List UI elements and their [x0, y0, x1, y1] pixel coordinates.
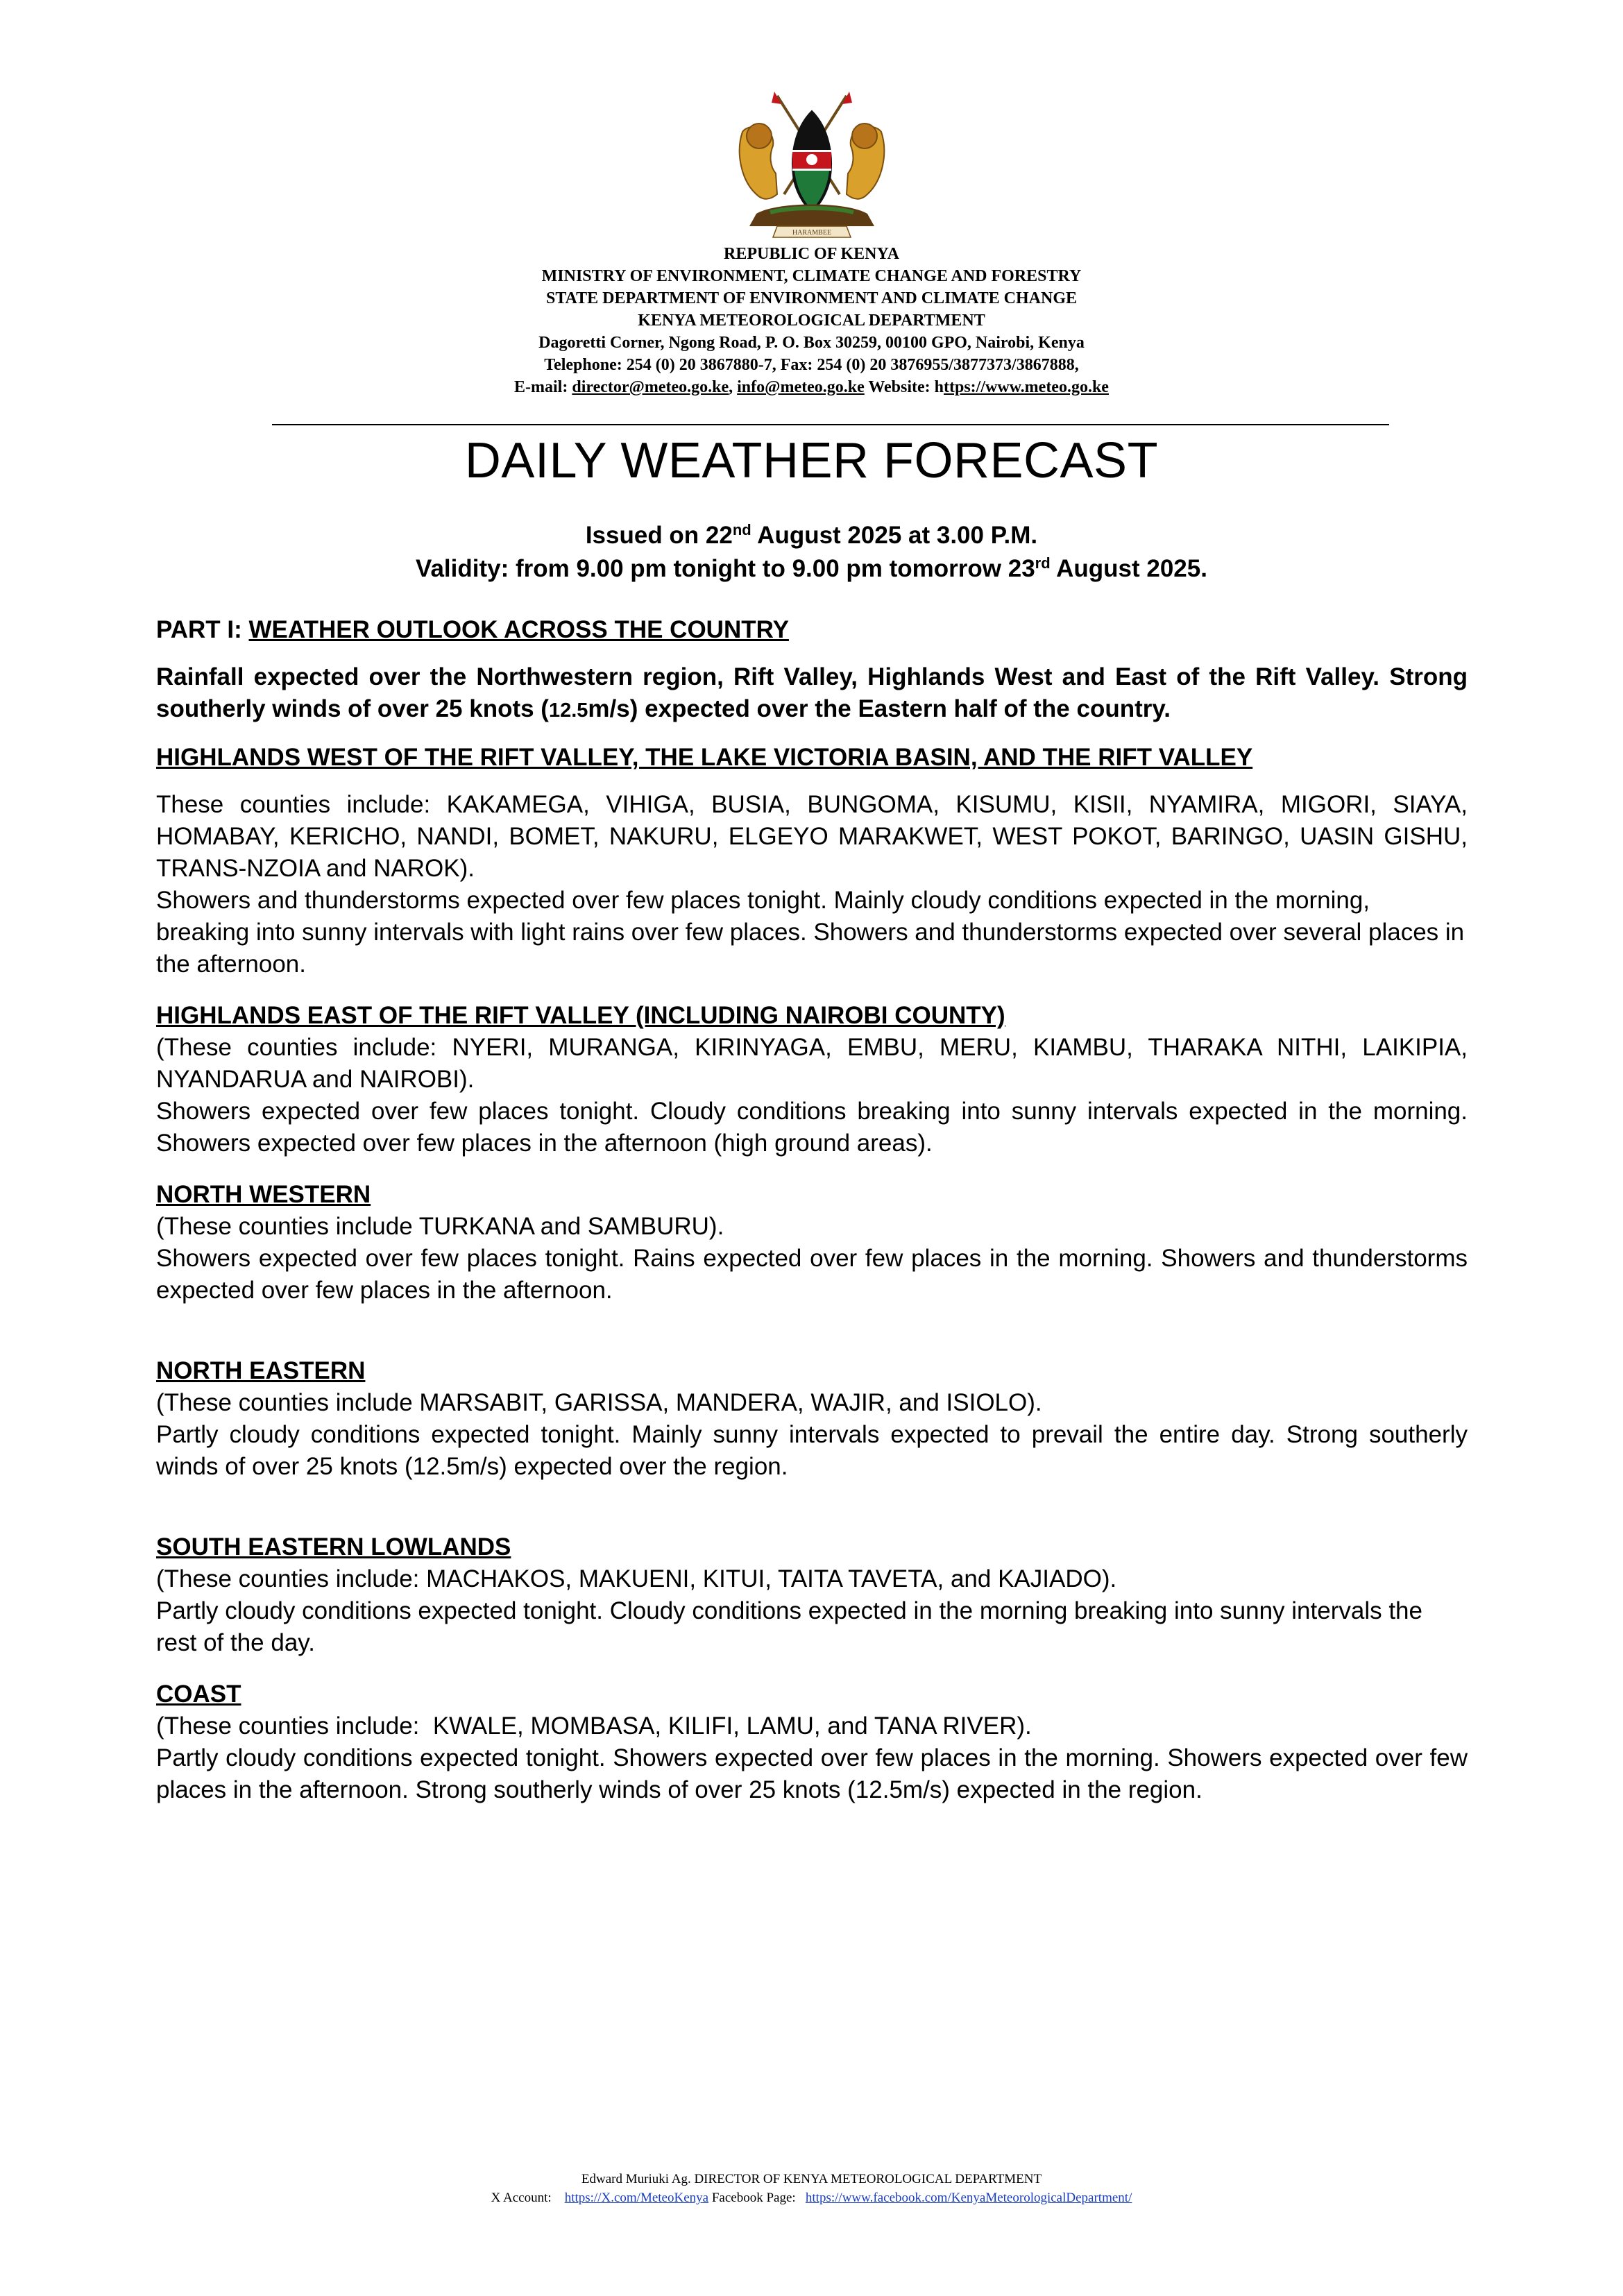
issued-date: Issued on 22 [585, 522, 733, 549]
email-label: E-mail: [514, 378, 572, 396]
letterhead [0, 243, 1623, 398]
issue-info [0, 519, 1623, 586]
validity-end: August 2025. [1050, 555, 1207, 582]
part-heading [156, 614, 1468, 646]
social-links-line [0, 2188, 1623, 2207]
state-department-line: STATE DEPARTMENT OF ENVIRONMENT AND CLIMATE CHANGE [545, 289, 1077, 307]
website-label: Website: h [864, 378, 944, 396]
email-separator: , [729, 378, 738, 396]
region-forecast: Partly cloudy conditions expected tonight. Showers expected over few places in the morning. Showers expected over few places in the afternoon. Strong southerly winds of over 25 knots (12.5m/s) expected in the region. [156, 1744, 1468, 1803]
republic-line: REPUBLIC OF KENYA [724, 245, 899, 263]
ministry-line: MINISTRY OF ENVIRONMENT, CLIMATE CHANGE AND FORESTRY [541, 267, 1082, 285]
region-counties: (These counties include MARSABIT, GARISSA, MANDERA, WAJIR, and ISIOLO). [156, 1389, 1042, 1416]
region-counties: (These counties include: MACHAKOS, MAKUENI, KITUI, TAITA TAVETA, and KAJIADO). [156, 1565, 1117, 1592]
facebook-label: Facebook Page: [708, 2191, 806, 2205]
info-email-link[interactable]: info@meteo.go.ke [737, 378, 865, 396]
issued-line [0, 519, 1623, 552]
facebook-page-link[interactable]: https://www.facebook.com/KenyaMeteorologicalDepartment/ [805, 2191, 1132, 2205]
issued-time: August 2025 at 3.00 P.M. [751, 522, 1038, 549]
region-counties: (These counties include: KWALE, MOMBASA, KILIFI, LAMU, and TANA RIVER). [156, 1712, 1032, 1740]
region-forecast: Showers and thunderstorms expected over few places tonight. Mainly cloudy conditions expected in the morning, breaking into sunny intervals with light rains over few places. Showers and thunderstorms expected over several places in the afternoon. [156, 887, 1465, 978]
region-heading: SOUTH EASTERN LOWLANDS [156, 1533, 511, 1561]
page-title: DAILY WEATHER FORECAST [464, 433, 1159, 488]
summary-speed: 12.5 [548, 699, 588, 722]
department-line: KENYA METEOROLOGICAL DEPARTMENT [638, 312, 985, 330]
outlook-summary [156, 661, 1468, 726]
region-forecast: Showers expected over few places tonight. Rains expected over few places in the morning. Showers and thunderstorms expected over few places in the afternoon. [156, 1245, 1468, 1304]
region-heading: NORTH WESTERN [156, 1181, 371, 1208]
part-title: WEATHER OUTLOOK ACROSS THE COUNTRY [248, 616, 789, 643]
signatory-line: Edward Muriuki Ag. DIRECTOR OF KENYA METEOROLOGICAL DEPARTMENT [581, 2172, 1042, 2186]
kenya-coat-of-arms-icon [729, 90, 895, 243]
part-label: PART I: [156, 616, 249, 643]
contact-line [0, 376, 1623, 398]
region-heading: HIGHLANDS EAST OF THE RIFT VALLEY (INCLUDING NAIROBI COUNTY) [156, 1002, 1005, 1029]
region-counties: These counties include: KAKAMEGA, VIHIGA, BUSIA, BUNGOMA, KISUMU, KISII, NYAMIRA, MIGORI, SIAYA, HOMABAY, KERICHO, NANDI, BOMET, NAKURU, ELGEYO MARAKWET, WEST POKOT, BARINGO, UASIN GISHU, TRANS-NZOIA and NAROK). [156, 791, 1468, 882]
region-heading: HIGHLANDS WEST OF THE RIFT VALLEY, THE LAKE VICTORIA BASIN, AND THE RIFT VALLEY [156, 744, 1253, 771]
footer [0, 2170, 1623, 2207]
address-line: Dagoretti Corner, Ngong Road, P. O. Box 30259, 00100 GPO, Nairobi, Kenya [538, 334, 1085, 352]
director-email-link[interactable]: director@meteo.go.ke [572, 378, 729, 396]
forecast-body [156, 614, 1468, 1806]
region-forecast: Partly cloudy conditions expected tonight. Mainly sunny intervals expected to prevail the entire day. Strong southerly winds of over 25 knots (12.5m/s) expected over the region. [156, 1421, 1468, 1480]
region-counties: (These counties include: NYERI, MURANGA, KIRINYAGA, EMBU, MERU, KIAMBU, THARAKA NITHI, LAIKIPIA, NYANDARUA and NAIROBI). [156, 1034, 1468, 1093]
summary-text-end: m/s) expected over the Eastern half of the country. [588, 695, 1171, 722]
website-link[interactable]: ttps://www.meteo.go.ke [944, 378, 1109, 396]
region-counties: (These counties include TURKANA and SAMBURU). [156, 1213, 724, 1240]
header-divider [272, 424, 1389, 425]
region-forecast: Partly cloudy conditions expected tonight. Cloudy conditions expected in the morning breaking into sunny intervals the rest of the day. [156, 1597, 1422, 1656]
region-forecast: Showers expected over few places tonight. Cloudy conditions breaking into sunny intervals expected in the morning. Showers expected over few places in the afternoon (high ground areas). [156, 1098, 1468, 1157]
telephone-line: Telephone: 254 (0) 20 3867880-7, Fax: 254 (0) 20 3876955/3877373/3867888, [544, 356, 1079, 374]
region-heading: NORTH EASTERN [156, 1357, 366, 1384]
summary-text: Rainfall expected over the Northwestern region, Rift Valley, Highlands West and East of the Rift Valley. Strong southerly winds of over 25 knots ( [156, 663, 1468, 722]
x-account-link[interactable]: https://X.com/MeteoKenya [564, 2191, 709, 2205]
svg-text:HARAMBEE: HARAMBEE [792, 229, 832, 237]
issued-day-suffix: nd [732, 521, 751, 538]
validity-line [0, 552, 1623, 586]
validity-text: Validity: from 9.00 pm tonight to 9.00 pm tomorrow 23 [416, 555, 1035, 582]
validity-day-suffix: rd [1035, 554, 1051, 572]
region-heading: COAST [156, 1681, 241, 1708]
x-account-label: X Account: [491, 2191, 565, 2205]
